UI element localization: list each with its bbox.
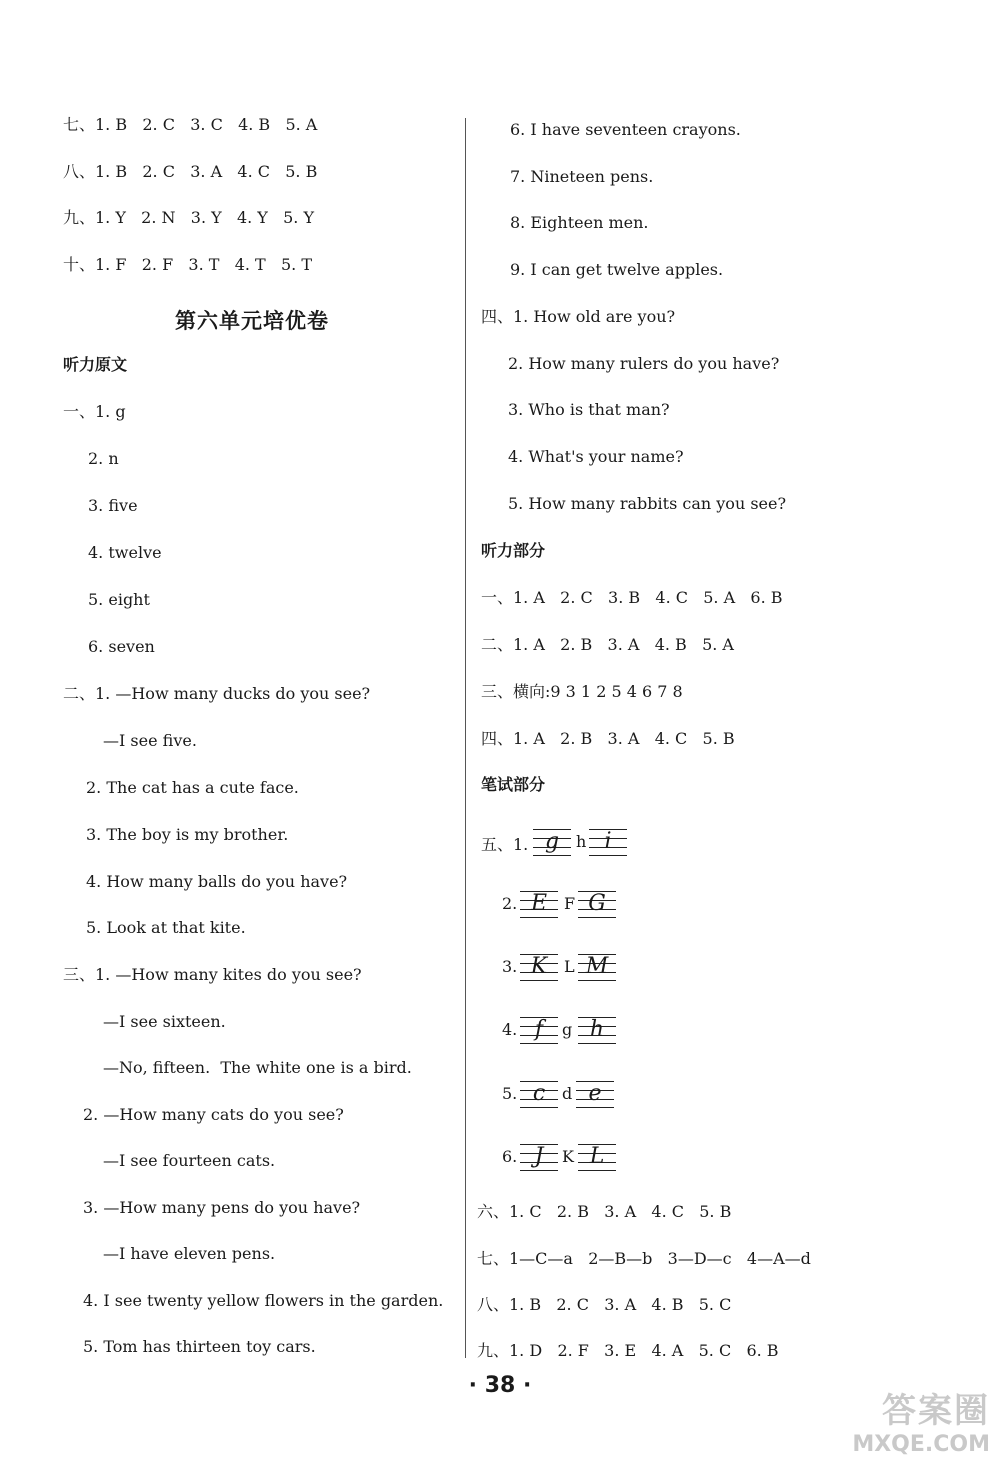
text-line: 3. The boy is my brother. <box>86 825 289 844</box>
text-line: —I see sixteen. <box>103 1012 226 1031</box>
watermark <box>852 1383 990 1457</box>
given-letter: d <box>562 1084 573 1103</box>
handwritten-letter: i <box>604 829 612 854</box>
text-line: 7. Nineteen pens. <box>510 167 654 186</box>
text-line: 4. I see twenty yellow flowers in the garden. <box>83 1291 444 1310</box>
text-line: 四、1. How old are you? <box>481 307 676 326</box>
text-line: 5. Look at that kite. <box>86 918 246 937</box>
text-line: —No, fifteen. The white one is a bird. <box>103 1058 412 1077</box>
column-divider <box>465 118 466 1358</box>
handwriting-box <box>520 1081 558 1107</box>
answer-line: 六、1. C 2. B 3. A 4. C 5. B <box>477 1202 732 1221</box>
handwritten-letter: M <box>585 954 609 979</box>
watermark-logo: 答案圈 <box>882 1391 990 1431</box>
handwriting-row <box>502 1077 662 1111</box>
handwritten-letter: J <box>534 1144 544 1169</box>
answer-line: 八、1. B 2. C 3. A 4. B 5. C <box>477 1295 732 1314</box>
handwriting-box <box>576 1081 614 1107</box>
given-letter: K <box>562 1147 574 1166</box>
answer-line: 四、1. A 2. B 3. A 4. C 5. B <box>481 729 735 748</box>
watermark-url: MXQE.COM <box>852 1432 990 1457</box>
item-number: 2. <box>502 894 518 913</box>
text-line: 2. The cat has a cute face. <box>86 778 299 797</box>
given-letter: g <box>562 1020 573 1039</box>
answer-line: 一、1. A 2. C 3. B 4. C 5. A 6. B <box>481 588 783 607</box>
text-line: 2. —How many cats do you see? <box>83 1105 344 1124</box>
text-line: —I have eleven pens. <box>103 1244 276 1263</box>
answer-line: 七、1—C—a 2—B—b 3—D—c 4—A—d <box>477 1249 811 1268</box>
handwriting-box <box>578 1144 616 1170</box>
item-number: 五、1. <box>481 835 529 854</box>
answer-line: 十、1. F 2. F 3. T 4. T 5. T <box>63 255 313 274</box>
answer-line: 八、1. B 2. C 3. A 4. C 5. B <box>63 162 318 181</box>
handwritten-letter: g <box>544 829 560 854</box>
listening-text-heading: 听力原文 <box>63 355 128 374</box>
text-line: 6. I have seventeen crayons. <box>510 120 741 139</box>
text-line: 4. How many balls do you have? <box>86 872 348 891</box>
text-line: 5. Tom has thirteen toy cars. <box>83 1337 316 1356</box>
handwritten-letter: f <box>534 1017 544 1042</box>
handwriting-row <box>502 887 662 921</box>
text-line: 5. eight <box>88 590 150 609</box>
text-line: 6. seven <box>88 637 155 656</box>
text-line: 3. —How many pens do you have? <box>83 1198 361 1217</box>
handwritten-letter: h <box>589 1017 605 1042</box>
given-letter: F <box>564 894 576 913</box>
text-line: 二、1. —How many ducks do you see? <box>63 684 371 703</box>
handwriting-box <box>520 891 558 917</box>
text-line: 3. Who is that man? <box>508 400 670 419</box>
answer-line: 三、横向:9 3 1 2 5 4 6 7 8 <box>481 682 683 701</box>
given-letter: h <box>576 832 587 851</box>
handwriting-box <box>578 891 616 917</box>
item-number: 4. <box>502 1020 518 1039</box>
listening-part-heading: 听力部分 <box>481 541 546 560</box>
item-number: 5. <box>502 1084 518 1103</box>
text-line: 3. five <box>88 496 138 515</box>
handwritten-letter: c <box>532 1081 546 1106</box>
handwritten-letter: L <box>589 1144 605 1169</box>
handwritten-letter: G <box>588 891 606 916</box>
text-line: 5. How many rabbits can you see? <box>508 494 787 513</box>
text-line: 8. Eighteen men. <box>510 213 649 232</box>
handwriting-row <box>502 950 662 984</box>
handwriting-box <box>520 954 558 980</box>
text-line: 三、1. —How many kites do you see? <box>63 965 362 984</box>
given-letter: L <box>564 957 575 976</box>
text-line: 9. I can get twelve apples. <box>510 260 724 279</box>
handwriting-box <box>520 1017 558 1043</box>
answer-line: 九、1. Y 2. N 3. Y 4. Y 5. Y <box>63 208 315 227</box>
page-number: · 38 · <box>468 1373 532 1398</box>
handwriting-box <box>520 1144 558 1170</box>
handwritten-letter: K <box>530 954 548 979</box>
handwriting-row <box>502 1013 662 1047</box>
text-line: 2. n <box>88 449 119 468</box>
handwriting-box <box>589 829 627 855</box>
handwriting-box <box>578 1017 616 1043</box>
handwritten-letter: E <box>530 891 548 916</box>
handwriting-box <box>578 954 616 980</box>
text-line: 一、1. g <box>63 402 126 421</box>
handwriting-box <box>533 829 571 855</box>
text-line: —I see five. <box>103 731 197 750</box>
unit-title: 第六单元培优卷 <box>175 309 329 333</box>
item-number: 3. <box>502 957 518 976</box>
answer-line: 七、1. B 2. C 3. C 4. B 5. A <box>63 115 318 134</box>
handwriting-row <box>481 825 641 859</box>
text-line: 4. twelve <box>88 543 162 562</box>
text-line: —I see fourteen cats. <box>103 1151 276 1170</box>
answer-line: 二、1. A 2. B 3. A 4. B 5. A <box>481 635 734 654</box>
text-line: 4. What's your name? <box>508 447 684 466</box>
text-line: 2. How many rulers do you have? <box>508 354 780 373</box>
handwriting-row <box>502 1140 662 1174</box>
answer-line: 九、1. D 2. F 3. E 4. A 5. C 6. B <box>477 1341 779 1360</box>
written-part-heading: 笔试部分 <box>481 775 546 794</box>
item-number: 6. <box>502 1147 518 1166</box>
handwritten-letter: e <box>588 1081 602 1106</box>
